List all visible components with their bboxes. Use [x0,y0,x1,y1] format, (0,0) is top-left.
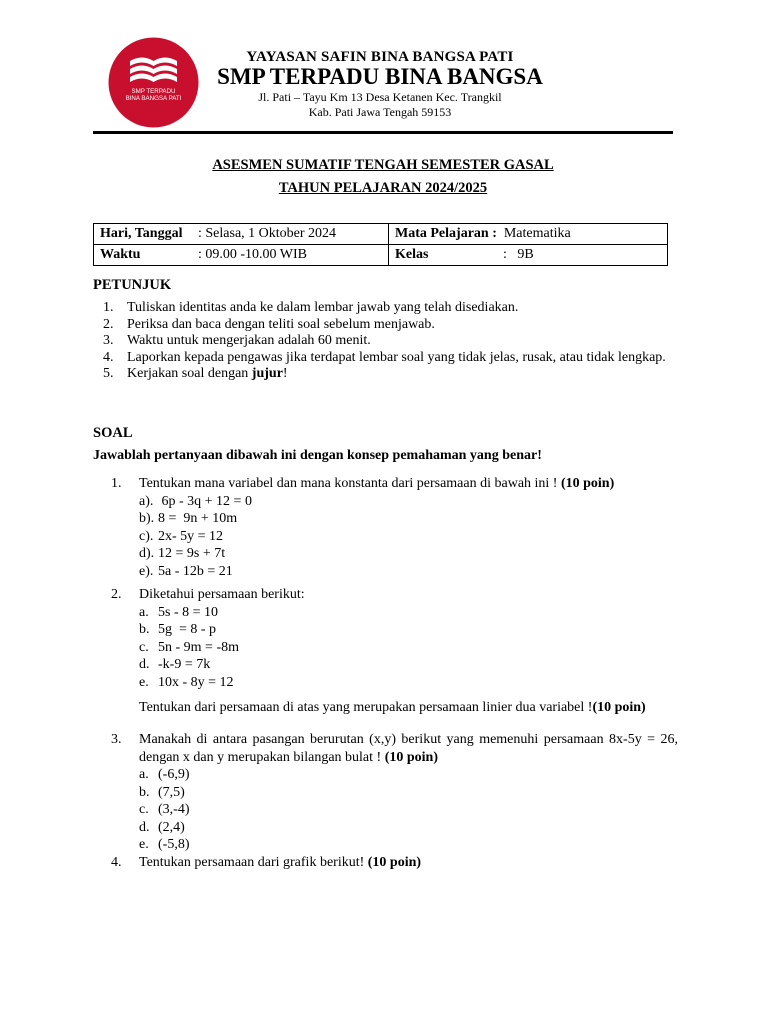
item-number: 1. [103,300,114,315]
school-address-line1: Jl. Pati – Tayu Km 13 Desa Ketanen Kec. Trangkil [258,90,502,104]
option-text: (3,-4) [158,802,190,817]
item-number: 4. [103,349,114,365]
list-item [93,300,673,317]
item-emphasis: jujur [251,366,283,381]
option-item [139,674,678,692]
question-1 [93,475,678,580]
petunjuk-list [93,300,673,383]
option-label: b. [139,622,150,637]
date-cell [94,224,389,245]
question-followup [139,699,678,717]
option-text: -k-9 = 7k [158,657,211,672]
option-label: a. [139,604,149,620]
question-4 [93,854,678,872]
item-text: Kerjakan soal dengan [127,366,252,381]
foundation-name: YAYASAN SAFIN BINA BANGSA PATI [246,49,514,65]
option-item [139,766,678,784]
question-text [139,731,678,766]
item-text-end: ! [282,366,288,381]
option-text: 12 = 9s + 7t [158,546,226,561]
option-text: 5g = 8 - p [158,622,217,637]
question-2 [93,586,678,717]
header-divider [93,131,673,134]
option-item [139,563,678,581]
option-item [139,819,678,837]
exam-info-table [93,223,668,266]
item-number: 5. [103,366,114,381]
option-label: a. [139,767,149,782]
soal-heading: SOAL [93,425,133,441]
option-text: 6p - 3q + 12 = 0 [158,493,252,509]
time-value: : 09.00 -10.00 WIB [198,247,308,262]
option-label: e). [139,563,154,579]
option-text: 5a - 12b = 21 [158,563,233,579]
exam-title: ASESMEN SUMATIF TENGAH SEMESTER GASAL [212,157,554,173]
option-item [139,604,678,622]
school-logo [108,37,199,128]
option-label: c. [139,639,149,655]
class-cell [389,245,668,266]
academic-year: TAHUN PELAJARAN 2024/2025 [278,180,488,196]
option-item [139,545,678,563]
info-row [94,224,668,245]
time-label: Waktu [100,247,141,262]
item-text: Tuliskan identitas anda ke dalam lembar jawab yang telah disediakan. [127,300,519,315]
option-item [139,784,678,802]
school-address-line2: Kab. Pati Jawa Tengah 59153 [308,105,452,119]
option-item [139,836,678,854]
option-text: 10x - 8y = 12 [158,674,234,690]
question-3 [93,731,678,854]
class-value: : 9B [503,247,534,262]
question-text [139,475,678,493]
option-label: b. [139,784,150,800]
question-prompt: Manakah di antara pasangan berurutan (x,y) berikut yang memenuhi persamaan 8x-5y = 26, dengan x dan y merupakan bilangan bulat ! [139,732,678,765]
option-item [139,493,678,511]
option-item [139,801,678,819]
question-number: 3. [111,732,122,747]
question-points: (10 poin) [592,700,646,715]
option-text: 8 = 9n + 10m [158,511,238,526]
question-points: (10 poin) [367,855,422,870]
subject-cell [389,224,668,245]
list-item [93,317,673,334]
petunjuk-heading: PETUNJUK [93,277,172,293]
question-prompt: Tentukan mana variabel dan mana konstanta dari persamaan di bawah ini ! [139,476,561,491]
item-number: 2. [103,316,114,332]
option-text: 2x- 5y = 12 [158,528,224,544]
school-name: SMP TERPADU BINA BANGSA [217,64,543,89]
svg-text:SMP TERPADU: SMP TERPADU [131,88,176,95]
option-label: c). [139,528,154,544]
option-text: 5s - 8 = 10 [158,604,219,620]
question-prompt: Tentukan persamaan dari grafik berikut! [139,855,368,870]
question-number: 2. [111,587,122,602]
option-label: e. [139,674,149,690]
question-number: 1. [111,476,122,491]
question-points: (10 poin) [560,476,615,491]
option-text: (7,5) [158,784,185,800]
question-points: (10 poin) [384,749,438,765]
option-label: e. [139,837,149,852]
option-label: c. [139,802,149,817]
date-value: : Selasa, 1 Oktober 2024 [198,226,337,241]
option-text: (-6,9) [158,767,190,782]
option-item [139,528,678,546]
option-text: 5n - 9m = -8m [158,639,239,655]
item-text: Waktu untuk mengerjakan adalah 60 menit. [127,333,371,348]
question-number: 4. [111,855,122,870]
option-text: (-5,8) [158,837,190,852]
list-item [93,350,673,367]
class-label: Kelas [395,247,429,262]
option-item [139,621,678,639]
item-text: Laporkan kepada pengawas jika terdapat lembar soal yang tidak jelas, rusak, atau tidak lengkap. [127,349,666,365]
list-item [93,333,673,350]
option-item [139,656,678,674]
option-item [139,639,678,657]
item-number: 3. [103,333,114,348]
info-row [94,245,668,266]
date-label: Hari, Tanggal [100,226,183,241]
option-label: a). [139,493,154,509]
soal-instruction: Jawablah pertanyaan dibawah ini dengan konsep pemahaman yang benar! [93,448,542,463]
item-text: Periksa dan baca dengan teliti soal sebelum menjawab. [127,316,435,332]
list-item [93,366,673,383]
subject-value: Matematika [503,226,571,241]
time-cell [94,245,389,266]
option-label: b). [139,511,155,526]
subject-label: Mata Pelajaran : [395,226,497,241]
option-item [139,510,678,528]
followup-text: Tentukan dari persamaan di atas yang merupakan persamaan linier dua variabel ! [139,700,593,715]
question-text [139,854,678,872]
svg-text:BINA BANGSA PATI: BINA BANGSA PATI [125,95,182,102]
option-label: d. [139,657,150,672]
option-label: d. [139,819,150,835]
option-text: (2,4) [158,819,185,835]
question-text: Diketahui persamaan berikut: [139,587,305,602]
option-label: d). [139,546,155,561]
